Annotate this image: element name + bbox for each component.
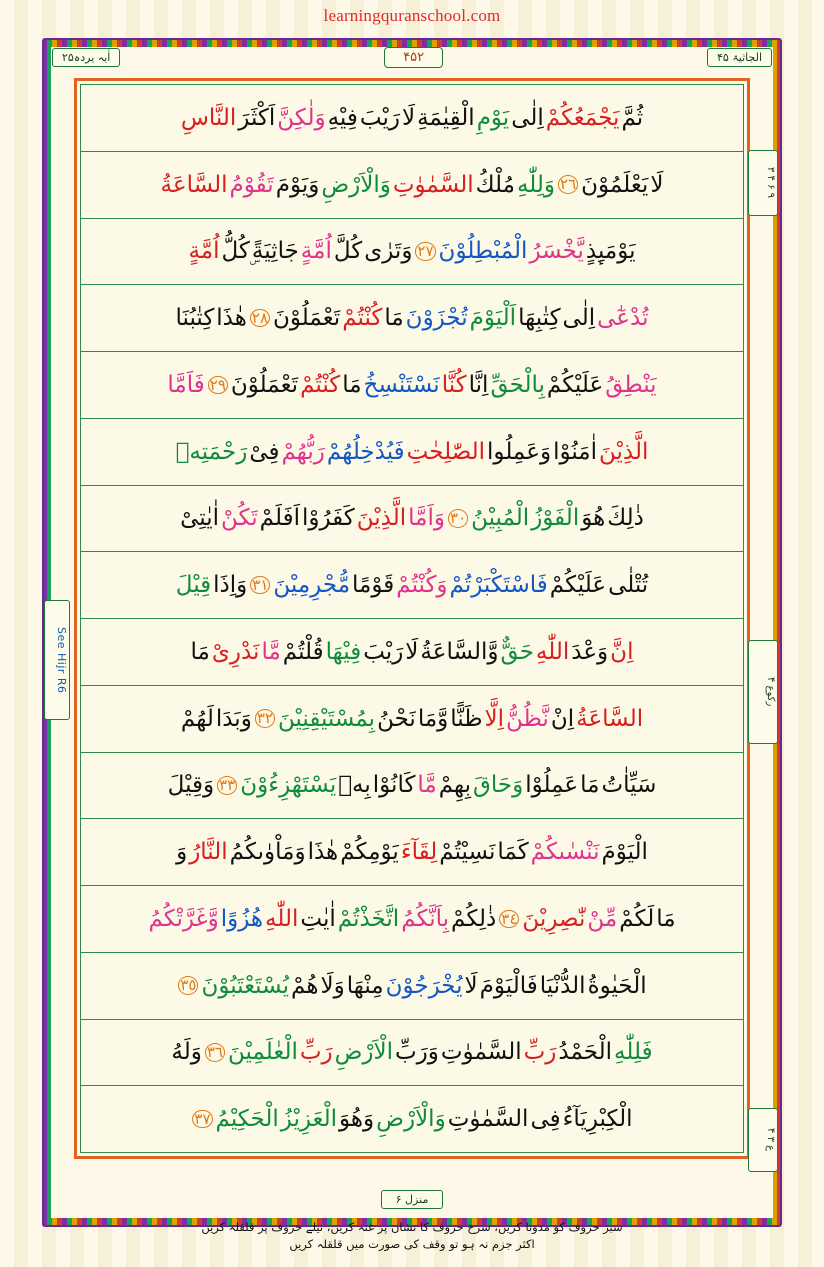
quran-word: وَهُوَ (339, 1106, 375, 1133)
quran-word: تَعْمَلُوْنَ (273, 305, 341, 332)
header-left-label: الجاثیۃ ۴۵ (707, 48, 772, 67)
ayah-number: ٣١ (252, 575, 269, 594)
quran-word: وَعْدَ (571, 638, 609, 665)
quran-word: تَكُنْ (221, 505, 258, 532)
quran-word: عَمِلُوْا (525, 772, 579, 799)
quran-word: مَا (342, 371, 362, 398)
ayah-number: ٣٦ (206, 1043, 223, 1062)
quran-word: اِنَّا (468, 371, 489, 398)
quran-word: تُجْزَوْنَ (405, 305, 468, 332)
quran-text-frame (74, 78, 750, 1159)
ayah-number: ٢٦ (560, 175, 577, 194)
quran-word: يَنْطِقُ (605, 371, 657, 398)
quran-word: هٰذَا (307, 839, 339, 866)
ayah-line (81, 953, 743, 1020)
quran-word: اِلٰى (562, 305, 596, 332)
quran-word: رَبِّ (299, 1039, 333, 1066)
quran-word: اُمَّةٍ (300, 238, 332, 265)
quran-word: ذٰلِكُمْ (451, 905, 497, 932)
quran-word: هُزُوًا (220, 905, 264, 932)
quran-word: الْمُبِيْنُ (471, 505, 530, 532)
ayah-number: ٢٨ (251, 308, 269, 327)
tajweed-footnote (60, 1219, 764, 1254)
quran-word: فَاسْتَكْبَرْتُمْ (449, 572, 548, 599)
quran-word: نّٰصِرِيْنَ (522, 905, 586, 932)
quran-word: قُلْتُمْ (282, 638, 324, 665)
quran-word: رَبُّهُمْ (281, 438, 325, 465)
quran-word: عَلَيْكُمْ (546, 371, 604, 398)
ayah-number: ٢٧ (417, 242, 434, 261)
quran-word: رَحْمَتِهٖ (175, 438, 248, 465)
ayah-number: ٣٠ (449, 509, 467, 528)
quran-word: ۣكُلُّ (221, 238, 250, 265)
quran-word: تَعْمَلُوْنَ (230, 371, 299, 398)
quran-word: يَجْمَعُكُمْ (545, 104, 620, 131)
footnote-line-1: سبز حروف کو مدونا کریں، سرخ حروف کا نشان پر غنہ کریں، نیلے حروف پر قلقلہ کریں (201, 1219, 623, 1234)
quran-word: ذٰلِكَ (607, 505, 644, 532)
quran-word: يَّخْسَرُ (529, 238, 584, 265)
quran-word: مُلْكُ (475, 171, 515, 198)
quran-word: يَعْلَمُوْنَ (581, 171, 649, 198)
quran-word: اَكْثَرَ (238, 104, 276, 131)
quran-word: هٰذَا (216, 305, 247, 332)
quran-word: الْكِبْرِيَآءُ (562, 1106, 633, 1133)
quran-word: رَيْبَ (363, 638, 404, 665)
quran-word: قِيْلَ (175, 572, 212, 599)
quran-word: مَا (384, 305, 404, 332)
quran-word: وَتَرٰى (364, 238, 413, 265)
ayah-line (81, 886, 743, 953)
quran-word: وَبَدَا (215, 705, 252, 732)
quran-word: اِلَّا (484, 705, 505, 732)
quran-word: السَّمٰوٰتِ (440, 1039, 522, 1066)
quran-word: وَالْاَرْضِ (376, 1106, 446, 1133)
quran-word: وَيَوْمَ (275, 171, 320, 198)
quran-word: اللّٰهِ (535, 638, 570, 665)
ayah-line (81, 1020, 743, 1087)
quran-word: رَيْبَ (359, 104, 400, 131)
quran-word: قَوْمًا (352, 572, 395, 599)
quran-word: فِى (530, 1106, 561, 1133)
quran-word: وَّمَا (417, 705, 449, 732)
quran-word: فَلِلّٰهِ (614, 1039, 653, 1066)
ayah-line (81, 1086, 743, 1152)
quran-word: نَسْتَنْسِخُ (363, 371, 440, 398)
quran-word: الَّذِيْنَ (599, 438, 649, 465)
quran-word: الدُّنْيَا (539, 972, 586, 999)
quran-word: الْمُبْطِلُوْنَ (438, 238, 528, 265)
quran-word: هُوَ (581, 505, 606, 532)
ayah-number: ٣٧ (194, 1109, 211, 1128)
ayah-line (81, 619, 743, 686)
quran-word: نَنْسٰىكُمْ (530, 839, 600, 866)
quran-word: يَسْتَهْزِءُوْنَ (240, 772, 337, 799)
quran-word: كِتٰبِهَا (518, 305, 561, 332)
quran-word: كُنْتُمْ (342, 305, 383, 332)
quran-word: هُمْ (291, 972, 319, 999)
quran-word: حَقٌّ (500, 638, 534, 665)
quran-word: وَلٰكِنَّ (277, 104, 326, 131)
quran-word: يَوْمِ (476, 104, 510, 131)
quran-word: وَلِلّٰهِ (516, 171, 556, 198)
quran-word: بِاَنَّكُمُ (401, 905, 450, 932)
quran-word: اَفَلَمْ (259, 505, 300, 532)
quran-word: فِيْهَا (325, 638, 362, 665)
quran-word: وَلَا (320, 972, 345, 999)
quran-word: النَّاسِ (180, 104, 237, 131)
quran-word: وَرَبِّ (395, 1039, 439, 1066)
quran-word: يُسْتَعْتَبُوْنَ (201, 972, 290, 999)
footnote-line-2: اکثر جزم نہ ہو تو وقف کی صورت میں قلقلہ کریں (289, 1236, 535, 1251)
quran-word: كُلَّ (333, 238, 363, 265)
quran-word: الْاَرْضِ (334, 1039, 394, 1066)
ayah-line (81, 753, 743, 820)
quran-word: ثُمَّ (621, 104, 644, 131)
quran-word: الصّٰلِحٰتِ (406, 438, 486, 465)
quran-word: كَفَرُوْا (301, 505, 355, 532)
quran-word: وَ (176, 839, 188, 866)
quran-word: السَّمٰوٰتِ (392, 171, 474, 198)
quran-word: اَلْيَوْمَ (469, 305, 517, 332)
ayah-line (81, 552, 743, 619)
quran-word: السَّاعَةُ (576, 705, 644, 732)
quran-word: لِقَآءَ (400, 839, 438, 866)
quran-word: عَلَيْكُمْ (549, 572, 607, 599)
quran-word: بِهٖ (338, 772, 371, 799)
quran-word: وَكُنْتُمْ (396, 572, 448, 599)
quran-word: كُنْتُمْ (300, 371, 341, 398)
quran-word: رَبِّ (523, 1039, 557, 1066)
side-marker-bottom: ۴ ع ۳ (748, 1108, 778, 1172)
quran-word: فَيُدْخِلُهُمْ (326, 438, 405, 465)
quran-word: لَا (405, 638, 419, 665)
quran-word: وَالْاَرْضِ (321, 171, 391, 198)
ayah-line (81, 819, 743, 886)
quran-word: اٰمَنُوْا (553, 438, 597, 465)
quran-word: وَقِيْلَ (167, 772, 215, 799)
quran-word: لَا (401, 104, 416, 131)
quran-word: السَّاعَةُ (160, 171, 228, 198)
ayah-line (81, 352, 743, 419)
quran-word: نَدْرِىْ (211, 638, 260, 665)
quran-word: الْعٰلَمِيْنَ (227, 1039, 298, 1066)
ayah-number: ٣٤ (501, 909, 518, 928)
quran-word: يَوْمَىِٕذٍ (585, 238, 636, 265)
quran-word: تَقُوْمُ (229, 171, 274, 198)
ayah-lines (80, 84, 744, 1153)
quran-word: مَا (190, 638, 210, 665)
side-marker-ruku: رکوع ۴ (748, 640, 778, 744)
quran-word: اللّٰهِ (265, 905, 299, 932)
quran-word: وَحَاقَ (473, 772, 524, 799)
quran-word: نَسِيْتُمْ (439, 839, 496, 866)
ayah-line (81, 219, 743, 286)
ayah-line (81, 85, 743, 152)
quran-word: مَا (656, 905, 676, 932)
page-footer (52, 1187, 772, 1211)
quran-word: سَيِّاٰتُ (601, 772, 657, 799)
site-watermark: learningquranschool.com (323, 6, 501, 25)
quran-word: اِنْ (550, 705, 575, 732)
quran-word: يُخْرَجُوْنَ (385, 972, 463, 999)
quran-word: كَمَا (497, 839, 529, 866)
quran-word: اِنَّ (610, 638, 634, 665)
quran-word: الْحَيٰوةُ (587, 972, 647, 999)
quran-word: وَاِذَا (213, 572, 248, 599)
quran-word: السَّمٰوٰتِ (447, 1106, 529, 1133)
quran-word: وَّالسَّاعَةُ (420, 638, 499, 665)
quran-word: وَاَمَّا (408, 505, 445, 532)
ayah-line (81, 285, 743, 352)
quran-word: لَا (650, 171, 664, 198)
quran-word: فَاَمَّا (167, 371, 205, 398)
quran-word: وَلَهُ (171, 1039, 202, 1066)
page-header (52, 44, 772, 70)
quran-word: الْيَوْمَ (601, 839, 648, 866)
quran-word: فَالْيَوْمَ (479, 972, 538, 999)
ayah-line (81, 486, 743, 553)
ayah-line (81, 152, 743, 219)
quran-word: بِهِمْ (438, 772, 472, 799)
quran-word: وَّغَرَّتْكُمُ (148, 905, 219, 932)
quran-word: كُنَّا (441, 371, 467, 398)
quran-word: مَّا (417, 772, 437, 799)
quran-word: لَهُمْ (180, 705, 214, 732)
quran-word: الْحَكِيْمُ (215, 1106, 279, 1133)
quran-word: الْعَزِيْزُ (280, 1106, 338, 1133)
quran-word: كَانُوْا (372, 772, 416, 799)
quran-word: مُّجْرِمِيْنَ (273, 572, 351, 599)
ayah-number: ٣٢ (256, 709, 273, 728)
quran-word: اتَّخَذْتُمْ (337, 905, 400, 932)
quran-word: مَّا (261, 638, 281, 665)
quran-word: فِىْ (249, 438, 280, 465)
quran-word: اٰيٰتِىْ (180, 505, 220, 532)
header-right-label: اٰیہ یردہ۲۵ (52, 48, 120, 67)
quran-word: تُدْعٰٓى (597, 305, 649, 332)
ayah-line (81, 419, 743, 486)
quran-word: فِيْهِ (327, 104, 358, 131)
ayah-number: ٣٣ (219, 776, 236, 795)
quran-word: بِالْحَقِّ (490, 371, 545, 398)
quran-word: اِلٰى (511, 104, 544, 131)
quran-word: بِمُسْتَيْقِنِيْنَ (277, 705, 376, 732)
quran-word: اٰيٰتِ (300, 905, 336, 932)
quran-word: النَّارُ (189, 839, 228, 866)
ayah-number: ٢٩ (209, 375, 226, 394)
manzil-label: منزل ۶ (381, 1190, 444, 1209)
quran-word: نَحْنُ (377, 705, 416, 732)
quran-word: كِتٰبُنَا (175, 305, 215, 332)
quran-word: الْفَوْزُ (531, 505, 580, 532)
quran-word: الْقِيٰمَةِ (417, 104, 475, 131)
quran-word: جَاثِيَةً (251, 238, 299, 265)
ayah-line (81, 686, 743, 753)
quran-word: وَعَمِلُوا (487, 438, 552, 465)
ayah-number: ٣٥ (180, 976, 197, 995)
see-hijr-note: See Hijr R6 (44, 600, 70, 720)
quran-word: وَمَاْوٰىكُمُ (229, 839, 306, 866)
quran-word: يَوْمِكُمْ (340, 839, 399, 866)
quran-word: اُمَّةٍ (188, 238, 220, 265)
quran-word: الَّذِيْنَ (356, 505, 407, 532)
quran-word: ظَنًّا (450, 705, 483, 732)
quran-word: نَّظُنُّ (506, 705, 549, 732)
quran-word: الْحَمْدُ (558, 1039, 613, 1066)
page-number: ۴۵۲ (384, 47, 443, 68)
quran-word: مَا (580, 772, 600, 799)
quran-word: تُتْلٰى (608, 572, 649, 599)
quran-word: لَكُمْ (619, 905, 655, 932)
quran-word: مِنْهَا (346, 972, 384, 999)
side-marker-top: ۳ ۴ ۶ ۹ (748, 150, 778, 216)
quran-word: مِّنْ (587, 905, 618, 932)
quran-word: لَا (464, 972, 478, 999)
